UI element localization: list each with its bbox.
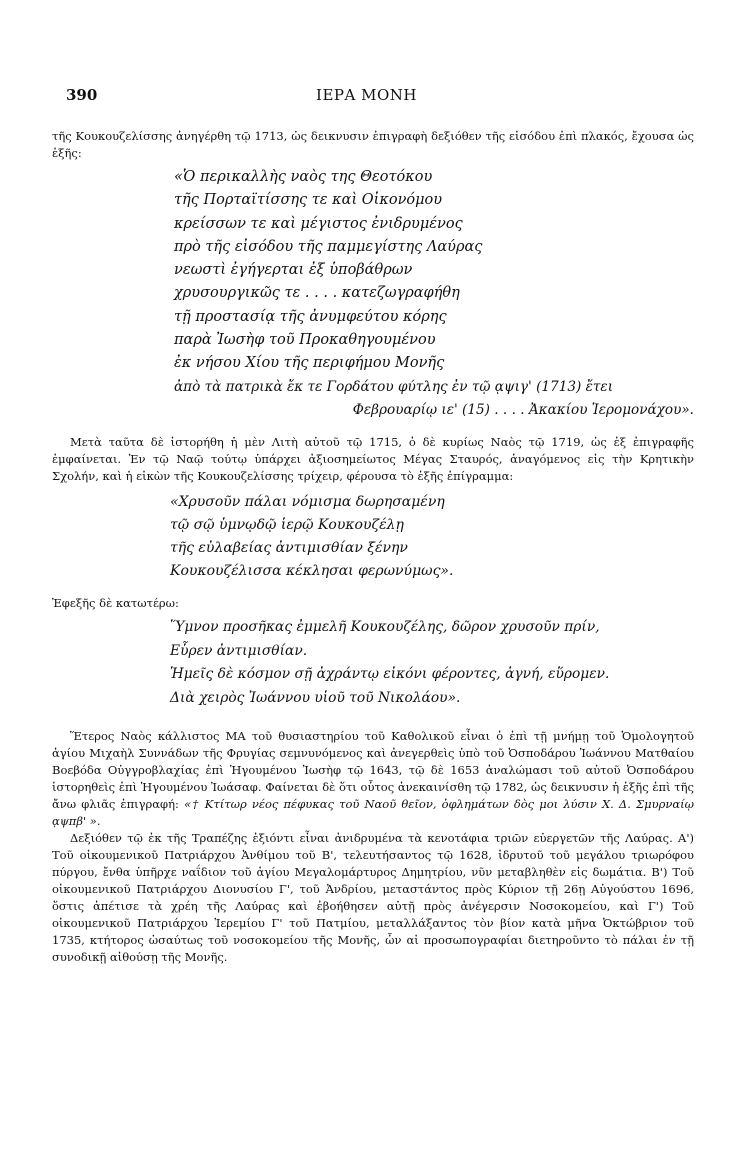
verse-line: Εὗρεν ἀντιμισθίαν. (170, 642, 308, 659)
verse-line: Διὰ χειρὸς Ἰωάννου υἱοῦ τοῦ Νικολάου». (170, 689, 461, 706)
paragraph-text: Ἕτερος Ναὸς κάλλιστος ΜΑ τοῦ θυσιαστηρίου τοῦ Καθολικοῦ εἶναι ὁ ἐπὶ τῇ μνήμῃ τοῦ Ὁμολογητοῦ ἁγίου Μιχαὴλ Συννάδων τῆς Φρυγίας σεμνυνόμενος καὶ ἀνεγερθεὶς ὑπὸ τοῦ Ὀσποδάρου Ἰωάννου Ματθαίου Βοεβόδα Οὐγγροβλαχίας ἐπὶ Ἡγουμένου Ἰωσὴφ τῷ 1643, τῷ δὲ 1653 ἀναλώμασι τοῦ αὐτοῦ Ὀσποδάρου ἱστορηθεὶς ἐπὶ Ἡγουμένου Ἰωάσαφ. Φαίνεται δὲ ὅτι οὗτος ἀνεκαινίσθη τῷ 1782, ὡς δεικνυσιν ἡ ἑξῆς ἐπὶ τῆς ἄνω φλιᾶς ἐπιγραφή: (52, 729, 694, 812)
epigram-verse (170, 491, 694, 583)
paragraph-icon-description: Μετὰ ταῦτα δὲ ἱστορήθη ἡ μὲν Λιτὴ αὐτοῦ τῷ 1715, ὁ δὲ κυρίως Ναὸς τῷ 1719, ὡς ἐξ ἐπιγραφῆς ἐμφαίνεται. Ἐν τῷ Ναῷ τούτῳ ὑπάρχει ἀξιοσημείωτος Μέγας Σταυρός, ἀναγόμενος εἰς τὴν Κρητικὴν Σχολήν, καὶ ἡ εἰκὼν τῆς Κουκουζελίσσης τρίχειρ, φέρουσα τὸ ἑξῆς ἐπίγραμμα: (52, 435, 694, 484)
running-title: ΙΕΡΑ ΜΟΝΗ (316, 86, 417, 104)
page-body (52, 128, 694, 966)
verse-line: χρυσουργικῶς τε . . . . κατεζωγραφήθη (174, 285, 460, 302)
verse-line: τῆς εὐλαβείας ἀντιμισθίαν ξένην (170, 540, 408, 557)
verse-line: νεωστὶ ἐγήγερται ἐξ ὑποβάθρων (174, 262, 413, 279)
verse-line: Ὕμνον προσῆκας ἐμμελῆ Κουκουζέλης, δῶρον χρυσοῦν πρίν, (170, 619, 600, 636)
verse-line-signature: Φεβρουαρίῳ ιε' (15) . . . . Ἀκακίου Ἱερομονάχου». (352, 401, 694, 418)
page-number: 390 (66, 86, 98, 104)
verse-line: «Χρυσοῦν πάλαι νόμισμα δωρησαμένη (170, 494, 445, 511)
verse-line: ἐκ νήσου Χίου τῆς περιφήμου Μονῆς (174, 355, 445, 372)
verse-line: τῷ σῷ ὑμνῳδῷ ἱερῷ Κουκουζέλῃ (170, 517, 404, 534)
verse-line: τῇ προστασίᾳ τῆς ἀνυμφεύτου κόρης (174, 308, 447, 325)
verse-line: «Ὁ περικαλλὴς ναὸς της Θεοτόκου (174, 169, 433, 185)
page-header (58, 86, 675, 110)
verse-line: τῆς Πορταϊτίσσης τε καὶ Οἰκονόμου (174, 192, 443, 209)
verse-line: κρείσσων τε καὶ μέγιστος ἐνιδρυμένος (174, 215, 463, 232)
verse-line: Κουκουζέλισσα κέκλησαι φερωνύμως». (170, 563, 454, 580)
hymn-verse (170, 616, 694, 710)
verse-line: Ἡμεῖς δὲ κόσμον σῇ ἀχράντῳ εἰκόνι φέροντες, ἁγνή, εὕρομεν. (170, 666, 610, 683)
intro-paragraph: τῆς Κουκουζελίσσης ἀνηγέρθη τῷ 1713, ὡς δεικνυσιν ἐπιγραφὴ δεξιόθεν τῆς εἰσόδου ἐπὶ πλακός, ἔχουσα ὡς ἑξῆς: (52, 129, 694, 160)
verse-line: πρὸ τῆς εἰσόδου τῆς παμμεγίστης Λαύρας (174, 238, 483, 255)
verse-line: παρὰ Ἰωσὴφ τοῦ Προκαθηγουμένου (174, 332, 436, 349)
inscription-inline: «† Κτίτωρ νέος πέφυκας τοῦ Ναοῦ θεῖον, ὀφλημάτων δὸς μοι λύσιν Χ. Δ. Σμυρναίῳ ᾳψπβ' ». (52, 797, 694, 829)
inscription-verse-1 (174, 166, 694, 422)
paragraph-cenotaphs: Δεξιόθεν τῷ ἐκ τῆς Τραπέζης ἐξιόντι εἶναι ἀνιδρυμένα τὰ κενοτάφια τριῶν εὐεργετῶν τῆς Λαύρας. Α') Τοῦ οἰκουμενικοῦ Πατριάρχου Ἀνθίμου τοῦ Β', τελευτήσαντος τῷ 1628, ἱδρυτοῦ τοῦ μεγάλου τριωρόφου πύργου, ἔνθα ὑπῆρχε ναΐδιον τοῦ ἁγίου Μεγαλομάρτυρος Δημητρίου, νῦν μεταβληθὲν εἰς δωμάτια. Β') Τοῦ οἰκουμενικοῦ Πατριάρχου Διονυσίου Γ', τοῦ Ἀνδρίου, μεταστάντος πρὸς Κύριον τῇ 26ῃ Αὐγούστου 1696, ὅστις ἀπέτισε τὰ χρέη τῆς Λαύρας καὶ ἐβοήθησεν αὐτῇ πρὸς ἀνέγερσιν Νοσοκομείου, καὶ Γ') Τοῦ οἰκουμενικοῦ Πατριάρχου Ἱερεμίου Γ' τοῦ Πατμίου, μεταλλάξαντος τὸν βίον κατὰ μῆνα Ὀκτώβριον τοῦ 1735, κτήτορος ὡσαύτως τοῦ νοσοκομείου τῆς Μονῆς, ὧν αἱ προσωπογραφίαι διετηροῦντο τὸ πάλαι ἐν τῇ συνοδικῇ αἰθούσῃ τῆς Μονῆς. (52, 831, 694, 965)
paragraph-michael-church (52, 728, 694, 830)
verse-line: ἀπὸ τὰ πατρικὰ ἔκ τε Γορδάτου φύτλης ἐν τῷ ᾳψιγ' (1713) ἔτει (174, 378, 614, 395)
paragraph-continuation: Ἐφεξῆς δὲ κατωτέρω: (52, 596, 179, 611)
